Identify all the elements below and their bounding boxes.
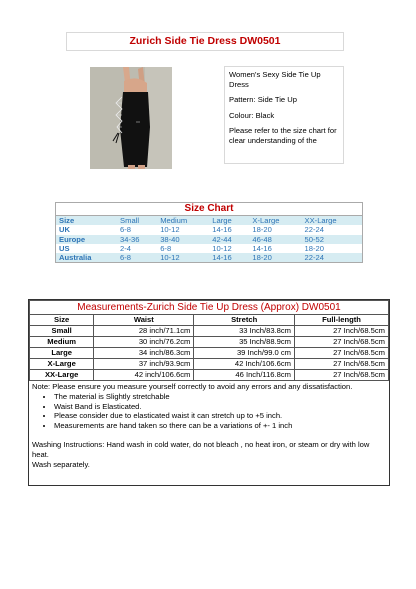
size-chart-cell: 18-20 <box>302 244 363 253</box>
size-chart-cell: Australia <box>56 253 118 263</box>
measurements-cell: 27 Inch/68.5cm <box>295 348 389 359</box>
product-photo-image <box>90 67 172 169</box>
measurement-note: Note: Please ensure you measure yourself correctly to avoid any errors and any dissatisfaction. <box>32 382 353 391</box>
size-chart-cell: 6-8 <box>117 253 157 263</box>
size-chart-cell: 18-20 <box>249 225 301 234</box>
size-chart-cell: 6-8 <box>157 244 209 253</box>
measurements-header-cell: Waist <box>94 315 194 326</box>
measurements-cell: 27 Inch/68.5cm <box>295 337 389 348</box>
size-chart-cell: 10-12 <box>157 253 209 263</box>
notes-list-item: • Please consider due to elasticated waist it can stretch up to +5 inch. <box>54 411 386 421</box>
measurements-cell: 27 Inch/68.5cm <box>295 370 389 381</box>
notes-list-item: • The material is Slightly stretchable <box>54 392 386 402</box>
size-chart-header-cell: Size <box>56 216 118 226</box>
size-chart-title: Size Chart <box>56 203 363 216</box>
measurements-row <box>30 326 389 337</box>
size-chart-header-cell: X-Large <box>249 216 301 226</box>
size-chart-cell: 22-24 <box>302 253 363 263</box>
measurement-notes <box>29 381 389 470</box>
measurements-header-cell: Size <box>30 315 94 326</box>
size-chart-row <box>56 244 363 253</box>
measurements-cell: 27 Inch/68.5cm <box>295 359 389 370</box>
page-title: Zurich Side Tie Dress DW0501 <box>66 32 344 51</box>
measurements-cell: 42 Inch/106.6cm <box>194 359 295 370</box>
measurements-header-cell: Full-length <box>295 315 389 326</box>
measurements-table <box>29 300 389 381</box>
size-chart-cell: 18-20 <box>249 253 301 263</box>
measurements-cell: Small <box>30 326 94 337</box>
measurements-cell: X-Large <box>30 359 94 370</box>
size-chart-cell: Europe <box>56 235 118 244</box>
measurements-cell: 42 inch/106.6cm <box>94 370 194 381</box>
product-description <box>224 66 344 164</box>
size-chart-cell: 38-40 <box>157 235 209 244</box>
notes-list <box>32 392 386 431</box>
size-chart-row <box>56 235 363 244</box>
product-colour: Colour: Black <box>229 110 275 120</box>
size-chart-row <box>56 225 363 234</box>
size-chart-header-cell: XX-Large <box>302 216 363 226</box>
measurements-cell: 34 inch/86.3cm <box>94 348 194 359</box>
measurements-cell: 28 inch/71.1cm <box>94 326 194 337</box>
size-chart-cell: 10-12 <box>209 244 249 253</box>
size-chart-cell: 42-44 <box>209 235 249 244</box>
measurements-cell: Large <box>30 348 94 359</box>
measurements-cell: XX-Large <box>30 370 94 381</box>
measurements-row <box>30 348 389 359</box>
measurements-row <box>30 337 389 348</box>
size-chart-cell: US <box>56 244 118 253</box>
size-chart-cell: 2-4 <box>117 244 157 253</box>
size-chart-cell: 50-52 <box>302 235 363 244</box>
size-chart-cell: 14-16 <box>209 225 249 234</box>
measurements-cell: 46 Inch/116.8cm <box>194 370 295 381</box>
product-name: Women's Sexy Side Tie Up Dress <box>229 70 321 89</box>
measurements-cell: 33 Inch/83.8cm <box>194 326 295 337</box>
product-photo <box>90 67 172 169</box>
size-chart-table <box>55 202 363 263</box>
notes-list-item: • Waist Band is Elasticated. <box>54 402 386 412</box>
size-chart-header-row <box>56 216 363 226</box>
product-pattern: Pattern: Side Tie Up <box>229 95 297 104</box>
washing-instructions: Washing Instructions: Hand wash in cold water, do not bleach , no heat iron, or steam or dry with low heat. <box>32 439 370 459</box>
size-chart-cell: 10-12 <box>157 225 209 234</box>
measurements-cell: 39 Inch/99.0 cm <box>194 348 295 359</box>
size-chart-cell: UK <box>56 225 118 234</box>
measurements-title: Measurements-Zurich Side Tie Up Dress (Approx) DW0501 <box>30 301 389 315</box>
measurements-cell: Medium <box>30 337 94 348</box>
size-chart-cell: 34-36 <box>117 235 157 244</box>
measurements-header-cell: Stretch <box>194 315 295 326</box>
size-chart-cell: 14-16 <box>249 244 301 253</box>
measurements-box <box>28 299 390 486</box>
size-chart-header-cell: Small <box>117 216 157 226</box>
measurements-cell: 27 Inch/68.5cm <box>295 326 389 337</box>
measurements-row <box>30 370 389 381</box>
product-note: Please refer to the size chart for clear understanding of the <box>229 126 337 145</box>
notes-list-item: • Measurements are hand taken so there can be a variations of +- 1 inch <box>54 421 386 431</box>
size-chart-cell: 14-16 <box>209 253 249 263</box>
wash-separately: Wash separately. <box>32 459 90 469</box>
size-chart-cell: 46-48 <box>249 235 301 244</box>
size-chart-header-cell: Large <box>209 216 249 226</box>
size-chart-row <box>56 253 363 263</box>
measurements-cell: 30 inch/76.2cm <box>94 337 194 348</box>
measurements-cell: 35 Inch/88.9cm <box>194 337 295 348</box>
measurements-header-row <box>30 315 389 326</box>
size-chart-cell: 6-8 <box>117 225 157 234</box>
size-chart-cell: 22-24 <box>302 225 363 234</box>
measurements-row <box>30 359 389 370</box>
measurements-cell: 37 inch/93.9cm <box>94 359 194 370</box>
size-chart-header-cell: Medium <box>157 216 209 226</box>
